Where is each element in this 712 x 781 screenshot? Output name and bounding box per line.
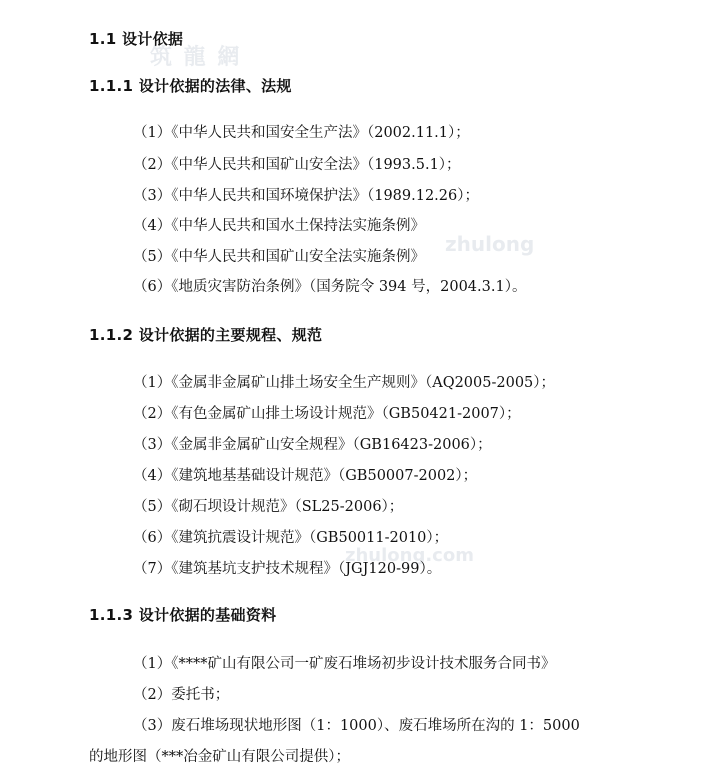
list-item: （6）《建筑抗震设计规范》（GB50011-2010）； (133, 530, 449, 546)
list-item: （3）《中华人民共和国环境保护法》（1989.12.26）； (133, 188, 479, 204)
watermark-text: zhulong (445, 232, 535, 256)
section-heading-1-1-2: 1.1.2 设计依据的主要规程、规范 (89, 326, 323, 344)
list-item: （6）《地质灾害防治条例》（国务院令 394 号，2004.3.1）。 (133, 279, 527, 295)
watermark-text: 筑 龍 網 (150, 45, 242, 70)
list-item: （2）《有色金属矿山排土场设计规范》（GB50421-2007）； (133, 406, 521, 422)
section-heading-1-1-3: 1.1.3 设计依据的基础资料 (89, 606, 277, 624)
list-item: （5）《中华人民共和国矿山安全法实施条例》 (133, 249, 425, 265)
section-heading-1-1-1: 1.1.1 设计依据的法律、法规 (89, 77, 292, 95)
list-item: （7）《建筑基坑支护技术规程》（JGJ120-99）。 (133, 561, 442, 577)
list-item: （1）《中华人民共和国安全生产法》（2002.11.1）； (133, 125, 470, 141)
list-item: （1）《****矿山有限公司一矿废石堆场初步设计技术服务合同书》 (133, 656, 556, 672)
list-item: （3）《金属非金属矿山安全规程》（GB16423-2006）； (133, 437, 492, 453)
list-item: （4）《中华人民共和国水土保持法实施条例》 (133, 218, 425, 234)
list-item: （3）废石堆场现状地形图（1：1000）、废石堆场所在沟的 1：5000 (133, 718, 580, 734)
list-item: （2）委托书； (133, 687, 230, 703)
watermark-text: zhulong.com (345, 545, 474, 566)
list-item: （2）《中华人民共和国矿山安全法》（1993.5.1）； (133, 157, 461, 173)
list-item: （1）《金属非金属矿山排土场安全生产规则》（AQ2005-2005）； (133, 375, 556, 391)
list-item: （5）《砌石坝设计规范》（SL25-2006）； (133, 499, 404, 515)
list-item: （4）《建筑地基基础设计规范》（GB50007-2002）； (133, 468, 478, 484)
section-heading-1-1: 1.1 设计依据 (89, 30, 184, 48)
list-item-continuation: 的地形图（***冶金矿山有限公司提供）； (89, 749, 350, 765)
